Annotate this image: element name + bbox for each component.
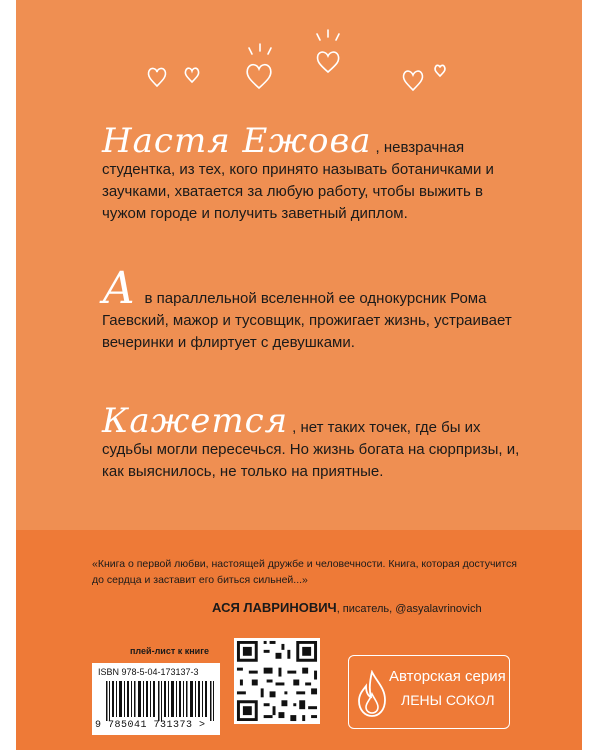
paragraph-3-text: , нет таких точек, где бы их судьбы могли пересечься. Но жизнь богата на сюрпризы, и, как выяснилось, не только на приятные. [102, 419, 520, 480]
script-heading-1: Настя Ежова [102, 121, 372, 161]
author-role: , писатель, @asyalavrinovich [336, 603, 482, 615]
paragraph-1-text: , невзрачная студентка, из тех, кого принято называть ботаничками и заучками, хватается за любую работу, чтобы выжить в чужом городе и получить заветный диплом. [102, 139, 494, 222]
heart-icon [317, 52, 338, 72]
heart-icon [403, 71, 422, 90]
qr-code[interactable] [234, 638, 320, 724]
paragraph-3 [102, 401, 522, 483]
review-quote: «Книга о первой любви, настоящей дружбе и человечности. Книга, которая достучится до сердца и заставит его биться сильней...» [92, 558, 517, 586]
cover-background [16, 0, 582, 750]
paragraph-1 [102, 121, 522, 225]
playlist-label: плей-лист к книге [130, 646, 209, 656]
paragraph-2 [102, 263, 522, 354]
series-label: Авторская серия [389, 668, 506, 685]
heart-icon [435, 65, 445, 76]
author-series-badge [348, 655, 510, 729]
barcode-bars [106, 681, 214, 721]
hearts-decoration [16, 0, 582, 120]
quote-author [212, 600, 482, 615]
series-author: ЛЕНЫ СОКОЛ [401, 692, 495, 708]
author-name: АСЯ ЛАВРИНОВИЧ [212, 600, 337, 615]
heart-icon [148, 68, 165, 86]
script-heading-3: Кажется [102, 401, 289, 441]
flame-icon [355, 670, 389, 718]
barcode [92, 663, 220, 735]
heart-icon [185, 68, 198, 82]
isbn-number: ISBN 978-5-04-173137-3 [98, 667, 199, 677]
ean-digits: 9 785041 731373 > [95, 720, 206, 731]
heart-icon [247, 65, 271, 88]
paragraph-2-text: в параллельной вселенной ее однокурсник Рома Гаевский, мажор и тусовщик, прожигает жизнь, устраивает вечеринки и флиртует с девушками. [102, 290, 512, 351]
script-heading-2: А [102, 263, 137, 314]
